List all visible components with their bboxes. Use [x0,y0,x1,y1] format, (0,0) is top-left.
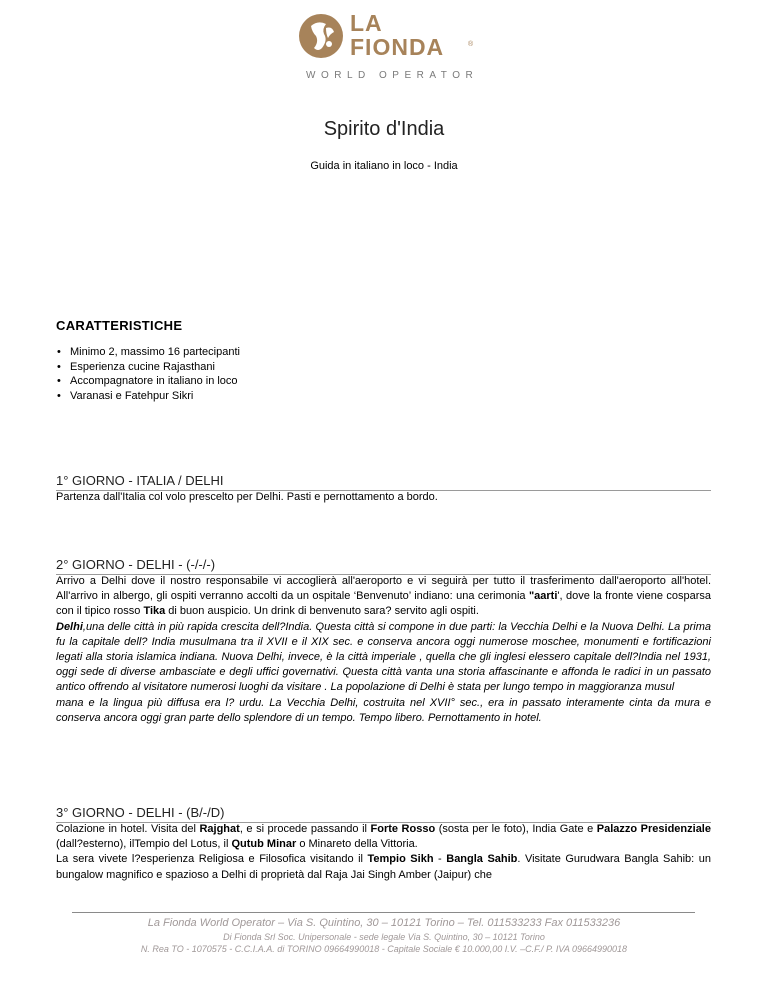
list-item: • Esperienza cucine Rajasthani [70,360,240,375]
list-item: • Varanasi e Fatehpur Sikri [70,389,240,404]
features-heading: CARATTERISTICHE [56,318,183,333]
logo-subtitle: WORLD OPERATOR [306,70,479,81]
logo-text-la: LA [350,10,383,36]
logo-registered-mark: ® [468,41,474,48]
day2-heading: 2° GIORNO - DELHI - (-/-/-) [56,557,711,575]
day3-paragraph-2: La sera vivete l?esperienza Religiosa e Filosofica visitando il Tempio Sikh - Bangla Sahib. Visitate Gurudwara Bangla Sahib: un bungalow magnifico e spazioso a Delhi di proprietà dal Raja Jai Singh Amber (Jaipur) che [56,853,711,881]
footer-legal: Di Fionda Srl Soc. Unipersonale - sede legale Via S. Quintino, 30 – 10121 Torino [223,932,545,942]
footer-registration: N. Rea TO - 1070575 - C.C.I.A.A. di TORINO 09664990018 - Capitale Sociale € 10.000,00 I.V. –C.F./ P. IVA 09664990018 [140,944,628,954]
footer-divider [72,912,695,913]
page-subtitle: Guida in italiano in loco - India [310,160,458,172]
day1-heading: 1° GIORNO - ITALIA / DELHI [56,473,711,491]
day3-paragraph-1: Colazione in hotel. Visita del Rajghat, e si procede passando il Forte Rosso (sosta per le foto), India Gate e Palazzo Presidenziale (dall?esterno), ilTempio del Lotus, il Qutub Minar o Minareto della Vittoria. [56,823,711,851]
day3-heading: 3° GIORNO - DELHI - (B/-/D) [56,805,711,823]
fionda-emblem-icon [298,12,344,60]
day2-paragraph-3: mana e la lingua più diffusa era l? urdu. La Vecchia Delhi, costruita nel XVII° sec., era in passato interamente cinta da mura e conserva ancora oggi gran parte dello splendore di un tempo. Tempo libero. Pernottamento in hotel. [56,696,711,724]
page-title: Spirito d'India [323,118,445,140]
footer-address: La Fionda World Operator – Via S. Quintino, 30 – 10121 Torino – Tel. 011533233 Fax 011533236 [147,917,621,929]
day2-paragraph-2: Delhi,una delle città in più rapida crescita dell?India. Questa città si compone in due parti: la Vecchia Delhi e la Nuova Delhi. La prima fu la capitale dell? India musulmana tra il XVII e il XIX sec. e conserva ancora oggi numerose moschee, monumenti e fortificazioni legati alla storia islamica indiana. Nuova Delhi, invece, è la città imperiale , quella che gli inglesi elessero capitale dell?India nel 1931, oggi sede di diverse ambasciate e degli uffici governativi. Questa città vanta una storia affascinante e affonda le radici in un passato antico offrendo al visitatore numerosi luoghi da visitare . La popolazione di Delhi è stata per lungo tempo in maggioranza musul [56,620,711,694]
day2-paragraph-1: Arrivo a Delhi dove il nostro responsabile vi accoglierà all'aeroporto e vi seguirà per tutto il trasferimento dall'aeroporto all'hotel. All'arrivo in albergo, gli ospiti verranno accolti da un ospitale ‘Benvenuto’ indiano: una cerimonia "aarti', dove la fronte viene cosparsa con il tipico rosso Tika di buon auspicio. Un drink di benvenuto sara? servito agli ospiti. [56,575,711,618]
logo-text-fionda: FIONDA [350,34,445,60]
day3-body [56,822,711,883]
company-logo [298,12,488,92]
day1-text: Partenza dall'Italia col volo prescelto per Delhi. Pasti e pernottamento a bordo. [56,491,438,503]
list-item: • Minimo 2, massimo 16 partecipanti [70,345,240,360]
list-item: • Accompagnatore in italiano in loco [70,374,240,389]
day2-body [56,574,711,726]
features-list [56,345,240,403]
